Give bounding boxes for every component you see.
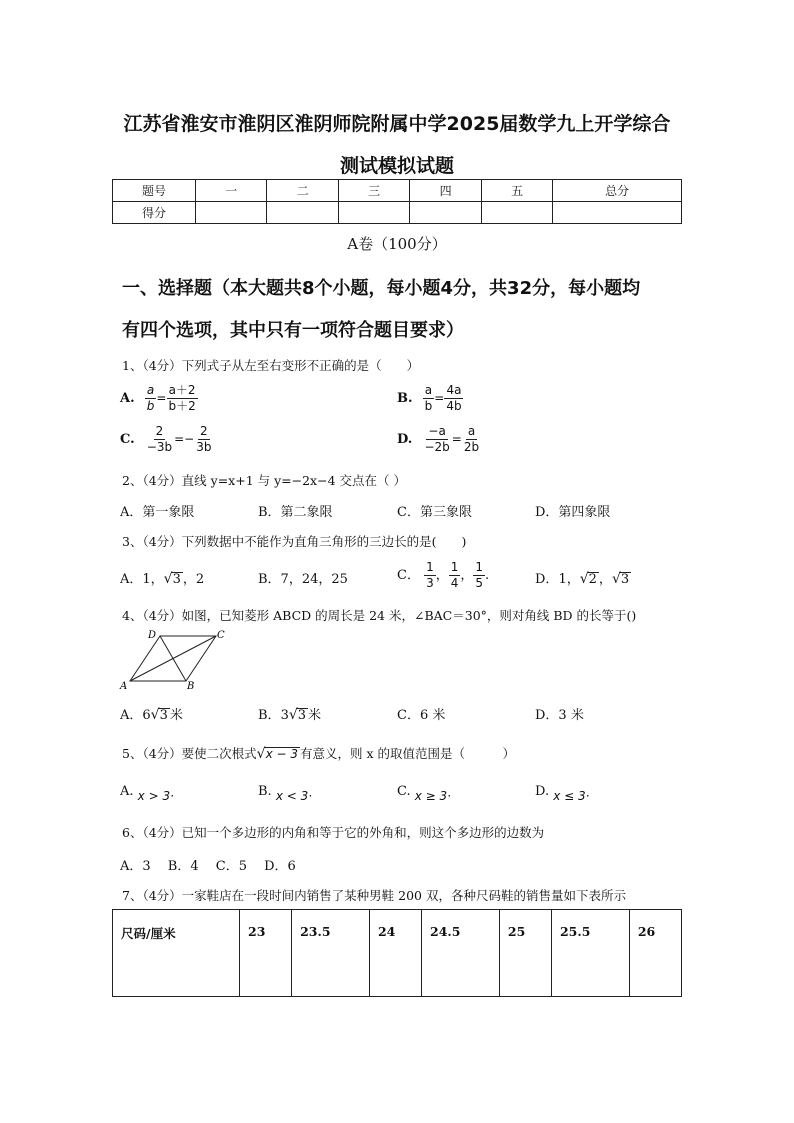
score-cell [481, 202, 552, 224]
q5-stem [122, 744, 515, 762]
q4-b-radicand: 3 [297, 708, 307, 723]
score-header-cell: 一 [196, 180, 267, 202]
q3-c-frac-1-den: 3 [426, 576, 434, 590]
q3-d-mid: ， [598, 572, 612, 587]
q3-a-radicand: 3 [172, 572, 181, 587]
q5-option-c[interactable] [397, 784, 451, 803]
q5-c-key: C. [397, 784, 411, 799]
q1-a-eq: = [156, 391, 167, 405]
q1-c-d1: −3b [146, 440, 173, 454]
q4-a-key: A． [120, 708, 143, 723]
score-row-label: 得分 [113, 202, 196, 224]
q1-d-n2: a [467, 424, 476, 438]
q4-option-c[interactable]: C．6 米 [397, 708, 446, 723]
diagonal-bd [160, 636, 186, 681]
q4-a-radicand: 3 [159, 708, 168, 723]
q5-c-expr: x ≥ 3· [414, 789, 451, 803]
q3-c-frac-2-num: 1 [450, 560, 459, 574]
score-cell [338, 202, 409, 224]
q3-c-key: C． [397, 568, 420, 583]
q3-option-b[interactable]: B．7，24，25 [258, 572, 348, 587]
q1-c-frac-right [194, 424, 213, 455]
score-cell [267, 202, 338, 224]
rhombus-shape [130, 636, 216, 681]
q3-c-end: . [485, 568, 490, 583]
q3-d-radicand-1: 2 [588, 572, 597, 587]
q1-c-d2: 3b [196, 440, 212, 454]
q3-option-a[interactable] [120, 568, 204, 587]
q3-d-pre: 1， [558, 572, 580, 587]
q1-option-c[interactable] [120, 424, 213, 455]
q1-c-eq: =− [174, 432, 195, 446]
size-cell: 24.5 [422, 910, 500, 997]
q3-option-d[interactable] [535, 568, 631, 587]
score-cell [410, 202, 481, 224]
size-cell: 25.5 [551, 910, 629, 997]
score-header-cell: 三 [338, 180, 409, 202]
q5-b-key: B. [258, 784, 272, 799]
q3-c-frac-1 [424, 560, 436, 591]
q4-stem: 4、（4分）如图，已知菱形 ABCD 的周长是 24 米，∠BAC＝30°，则对角线 BD 的长等于() [122, 608, 637, 623]
q5-option-b[interactable] [258, 784, 313, 803]
radical-sign-icon: √ [256, 746, 266, 762]
q1-d-frac-left [422, 424, 451, 455]
q6-options[interactable]: A．3 B．4 C．5 D．6 [120, 859, 296, 874]
score-header-cell: 四 [410, 180, 481, 202]
score-header-cell: 总分 [553, 180, 682, 202]
section-a-heading: A卷（100分） [347, 235, 447, 253]
q1-d-d1: −2b [424, 440, 450, 454]
radical-sign-icon: √ [611, 571, 621, 587]
q1-stem: 1、（4分）下列式子从左至右变形不正确的是（ ） [122, 358, 420, 373]
score-table-score-row [113, 202, 682, 224]
q1-d-frac-right [462, 424, 481, 455]
q3-c-frac-3-num: 1 [475, 560, 484, 574]
q1-b-d1: b [424, 399, 433, 413]
vertex-label-b: B [187, 681, 195, 692]
q3-c-frac-3-den: 5 [475, 576, 484, 590]
q6-stem: 6、（4分）已知一个多边形的内角和等于它的外角和，则这个多边形的边数为 [122, 825, 545, 840]
score-table-header-row [113, 180, 682, 202]
table-row [113, 910, 682, 997]
size-header-cell: 尺码/厘米 [113, 910, 240, 997]
q7-stem: 7、（4分）一家鞋店在一段时间内销售了某种男鞋 200 双，各种尺码鞋的销售量如下表所示 [122, 888, 626, 903]
size-cell: 24 [369, 910, 421, 997]
vertex-label-a: A [120, 681, 128, 692]
part1-heading-line1: 一、选择题（本大题共8个小题，每小题4分，共32分，每小题均 [122, 278, 641, 299]
size-cell: 23.5 [292, 910, 370, 997]
q4-a-pre: 6 [142, 708, 151, 723]
q1-d-eq: = [451, 432, 462, 446]
q5-b-expr: x < 3· [275, 789, 313, 803]
q5-d-key: D. [535, 784, 550, 799]
q4-option-a[interactable] [120, 704, 183, 723]
q1-d-d2: 2b [463, 440, 480, 454]
q2-option-a[interactable]: A．第一象限 [120, 505, 195, 520]
q3-c-frac-2-den: 4 [450, 576, 459, 590]
q1-option-b-key: B. [397, 391, 413, 406]
page-title-line2: 测试模拟试题 [339, 155, 454, 177]
radical-sign-icon: √ [288, 707, 298, 723]
score-table [112, 179, 682, 224]
q5-a-expr: x > 3· [137, 789, 174, 803]
score-header-cell: 二 [267, 180, 338, 202]
radical-sign-icon: √ [163, 571, 173, 587]
shoe-size-table [112, 909, 682, 997]
q3-d-key: D． [535, 572, 559, 587]
size-cell: 23 [240, 910, 292, 997]
size-cell: 25 [499, 910, 551, 997]
q3-c-frac-3 [473, 560, 485, 591]
q3-d-radicand-2: 3 [620, 572, 630, 587]
radical-sign-icon: √ [579, 571, 589, 587]
q3-a-post: ，2 [182, 572, 205, 587]
q4-a-post: 米 [169, 708, 183, 723]
score-header-cell: 题号 [113, 180, 196, 202]
q2-stem: 2、（4分）直线 y=x+1 与 y=−2x−4 交点在（ ） [122, 473, 406, 488]
q1-option-d[interactable] [397, 424, 481, 455]
q2-option-d[interactable]: D．第四象限 [535, 505, 611, 520]
size-cell: 26 [629, 910, 681, 997]
q2-option-b[interactable]: B．第二象限 [258, 505, 333, 520]
page-title-line1: 江苏省淮安市淮阴区淮阴师院附属中学2025届数学九上开学综合 [123, 113, 671, 135]
q1-b-d2: 4b [446, 399, 462, 413]
part1-heading-line2: 有四个选项，其中只有一项符合题目要求） [122, 320, 464, 341]
q1-c-frac-left [145, 424, 174, 455]
score-cell [553, 202, 682, 224]
q1-a-d1: b [146, 399, 155, 413]
q2-option-c[interactable]: C．第三象限 [397, 505, 472, 520]
vertex-label-d: D [148, 630, 157, 641]
q3-c-sep: ， [435, 568, 449, 583]
q5-option-d[interactable] [535, 784, 590, 803]
q3-a-pre: 1， [142, 572, 164, 587]
q1-b-n1: a [424, 383, 433, 397]
q3-a-key: A． [120, 572, 143, 587]
q1-c-n1: 2 [155, 424, 164, 438]
q1-option-c-key: C. [120, 432, 135, 447]
q5-stem-radicand: x − 3 [265, 747, 298, 761]
q5-stem-post: 有意义，则 x 的取值范围是（ ） [300, 746, 515, 761]
q1-b-eq: = [434, 391, 445, 405]
q3-c-frac-2 [449, 560, 461, 591]
q3-option-c[interactable] [397, 560, 489, 591]
score-header-cell: 五 [481, 180, 552, 202]
rhombus-figure [118, 628, 230, 692]
q4-option-b[interactable] [258, 704, 321, 723]
q1-option-a[interactable] [120, 383, 198, 414]
q1-option-b[interactable] [397, 383, 464, 414]
q4-option-d[interactable]: D．3 米 [535, 708, 584, 723]
q3-c-sep: ， [460, 568, 474, 583]
radical-sign-icon: √ [150, 707, 160, 723]
q1-d-n1: −a [428, 424, 446, 438]
q1-a-d2: b＋2 [168, 399, 196, 413]
q1-c-n2: 2 [200, 424, 208, 438]
q5-option-a[interactable] [120, 784, 174, 803]
q3-c-frac-1-num: 1 [426, 560, 434, 574]
q3-stem: 3、（4分）下列数据中不能作为直角三角形的三边长的是( ) [122, 534, 467, 549]
q5-d-expr: x ≤ 3· [553, 789, 590, 803]
q1-option-a-key: A. [120, 391, 135, 406]
q1-a-n2: a＋2 [168, 383, 196, 397]
q5-stem-pre: 5、（4分）要使二次根式 [122, 746, 257, 761]
q4-b-post: 米 [308, 708, 322, 723]
q1-b-frac-left [423, 383, 435, 414]
q1-a-frac-left [145, 383, 157, 414]
q1-b-n2: 4a [446, 383, 462, 397]
vertex-label-c: C [217, 630, 225, 641]
q4-b-pre: 3 [280, 708, 289, 723]
q4-b-key: B． [258, 708, 281, 723]
q1-a-frac-right [166, 383, 197, 414]
q1-b-frac-right [444, 383, 463, 414]
q1-option-d-key: D. [397, 432, 413, 447]
score-cell [196, 202, 267, 224]
q5-a-key: A. [120, 784, 134, 799]
q1-a-n1: a [146, 383, 155, 397]
